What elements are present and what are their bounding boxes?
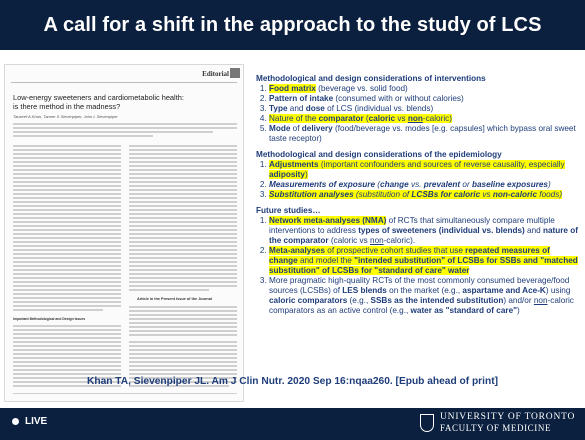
paper-text-line (13, 249, 121, 251)
paper-text-line (129, 165, 237, 167)
list-item: 2. Pattern of intake (consumed with or without calories) (269, 94, 578, 104)
paper-text-line (129, 221, 237, 223)
paper-text-line (129, 189, 237, 191)
paper-text-line (13, 373, 121, 375)
paper-text-line (13, 297, 121, 299)
paper-text-line (129, 241, 237, 243)
paper-text-line (13, 237, 121, 239)
paper-text-line (13, 353, 121, 355)
paper-text-line (129, 177, 237, 179)
paper-text-line (13, 189, 121, 191)
paper-text-line (13, 149, 121, 151)
paper-text-line (13, 169, 121, 171)
paper-text-line (13, 333, 121, 335)
slide-title: A call for a shift in the approach to the study of LCS (43, 13, 542, 36)
paper-text-line (129, 149, 237, 151)
paper-text-line (129, 173, 237, 175)
paper-text-line (13, 357, 121, 359)
paper-text-line (13, 345, 121, 347)
paper-affiliation-line (13, 123, 237, 125)
citation: Khan TA, Sievenpiper JL. Am J Clin Nutr. 2020 Sep 16:nqaa260. [Epub ahead of print] (87, 376, 498, 387)
paper-text-line (13, 289, 121, 291)
paper-text-line (13, 305, 121, 307)
paper-text-line (129, 322, 237, 324)
paper-text-line (13, 273, 121, 275)
paper-title: Low-energy sweeteners and cardiometabolic health: is there method in the madness? (13, 93, 184, 111)
paper-box-title: Article in the Present Issue of the Journal (137, 297, 212, 301)
paper-thumbnail (4, 64, 244, 402)
crest-icon (420, 414, 434, 432)
paper-text-line (129, 345, 237, 347)
paper-text-line (129, 289, 209, 291)
paper-text-line (13, 261, 121, 263)
slide-content (256, 74, 578, 316)
paper-text-line (129, 225, 237, 227)
paper-text-line (129, 365, 237, 367)
section-title-future-studies: Future studies… (256, 206, 321, 215)
paper-text-line (129, 185, 237, 187)
journal-logo-icon (230, 68, 240, 78)
paper-text-line (13, 257, 121, 259)
paper-text-line (13, 393, 237, 394)
paper-text-line (13, 285, 121, 287)
paper-text-line (129, 269, 237, 271)
paper-text-line (13, 221, 121, 223)
paper-text-line (129, 205, 237, 207)
paper-text-line (129, 265, 237, 267)
paper-text-line (13, 329, 121, 331)
list-item: 1. Food matrix (beverage vs. solid food) (269, 84, 578, 94)
list-item: 4. Nature of the comparator (caloric vs non-caloric) (269, 114, 578, 124)
paper-text-line (13, 301, 121, 303)
interventions-list (256, 84, 578, 144)
paper-text-line (129, 233, 237, 235)
paper-text-line (13, 269, 121, 271)
paper-text-line (129, 249, 237, 251)
paper-affiliation-line (13, 127, 237, 129)
stream-bottom-bar (0, 408, 585, 440)
paper-text-line (129, 369, 237, 371)
list-item: 5. Mode of delivery (food/beverage vs. modes [e.g. capsules] which bypass oral sweet taste receptor) (269, 124, 578, 144)
paper-text-line (13, 185, 121, 187)
paper-text-line (129, 209, 237, 211)
paper-text-line (13, 337, 121, 339)
list-item: 1. Adjustments (important confounders and sources of reverse causality, especially adiposity) (269, 160, 578, 180)
paper-text-line (129, 281, 237, 283)
paper-section-label: Editorial (202, 70, 229, 78)
paper-text-line (13, 161, 121, 163)
paper-text-line (129, 361, 237, 363)
paper-text-line (129, 213, 237, 215)
paper-text-line (13, 277, 121, 279)
paper-text-line (129, 229, 237, 231)
paper-text-line (129, 157, 237, 159)
live-dot-icon (12, 418, 19, 425)
section-title-epidemiology: Methodological and design considerations of the epidemiology (256, 150, 502, 159)
paper-text-line (129, 314, 237, 316)
paper-text-line (129, 353, 237, 355)
paper-text-line (13, 245, 121, 247)
list-item: 3. Substitution analyses (substitution of LCSBs for caloric vs non-caloric foods) (269, 190, 578, 200)
paper-text-line (129, 373, 237, 375)
paper-text-line (13, 217, 121, 219)
paper-text-line (13, 213, 121, 215)
paper-text-line (13, 197, 121, 199)
future-studies-list (256, 216, 578, 316)
paper-text-line (13, 265, 121, 267)
paper-text-line (13, 205, 121, 207)
paper-text-line (13, 309, 103, 311)
list-item: 3. More pragmatic high-quality RCTs of the most commonly consumed beverage/food sources (LCSBs) of LES blends on the market (e.g., aspartame and Ace-K) using caloric comparators (e.g., SSBs as the intended substitution) and/or non-caloric comparators as an active control (e.g., water as "standard of care") (269, 276, 578, 316)
paper-text-line (13, 193, 121, 195)
paper-text-line (129, 237, 237, 239)
paper-text-line (13, 165, 121, 167)
paper-text-line (13, 325, 121, 327)
paper-text-line (13, 369, 121, 371)
paper-text-line (13, 157, 121, 159)
paper-text-line (129, 145, 237, 147)
list-item: 3. Type and dose of LCS (individual vs. blends) (269, 104, 578, 114)
paper-text-line (129, 217, 237, 219)
paper-section-heading: Important Methodological and Design Issues (13, 317, 86, 321)
live-label: LIVE (25, 416, 48, 427)
paper-text-line (129, 253, 237, 255)
paper-text-line (129, 161, 237, 163)
paper-text-line (129, 257, 237, 259)
paper-affiliation-line (13, 131, 213, 133)
paper-text-line (129, 310, 237, 312)
paper-text-line (13, 281, 121, 283)
paper-text-line (13, 181, 121, 183)
paper-text-line (129, 341, 237, 343)
paper-text-line (129, 330, 237, 332)
paper-text-line (129, 197, 237, 199)
epidemiology-list (256, 160, 578, 200)
paper-text-line (129, 277, 237, 279)
university-name: UNIVERSITY OF TORONTO (440, 412, 576, 422)
paper-text-line (129, 306, 237, 308)
paper-text-line (129, 201, 237, 203)
live-indicator (12, 416, 47, 427)
list-item: 2. Measurements of exposure (change vs. prevalent or baseline exposures) (269, 180, 578, 190)
paper-text-line (129, 357, 237, 359)
paper-text-line (13, 293, 121, 295)
paper-text-line (129, 153, 237, 155)
paper-text-line (13, 209, 121, 211)
list-item: 2. Meta-analyses of prospective cohort studies that use repeated measures of change and model the "intended substitution" of LCSBs for SSBs and "matched substitution" of LCSBs for "standard of care" water (269, 246, 578, 276)
paper-text-line (13, 145, 121, 147)
paper-text-line (129, 318, 237, 320)
faculty-name: FACULTY OF MEDICINE (440, 423, 552, 433)
slide-body (0, 50, 585, 408)
paper-text-line (13, 349, 121, 351)
list-item: 1. Network meta-analyses (NMA) of RCTs that simultaneously compare multiple interventions to address types of sweeteners (individual vs. blends) and nature of the comparator (caloric vs non-caloric). (269, 216, 578, 246)
paper-text-line (129, 169, 237, 171)
section-title-interventions: Methodological and design considerations of interventions (256, 74, 486, 83)
paper-text-line (13, 365, 121, 367)
slide-title-bar (0, 0, 585, 50)
paper-text-line (13, 225, 121, 227)
paper-text-line (129, 181, 237, 183)
paper-text-line (129, 193, 237, 195)
paper-text-line (129, 261, 237, 263)
paper-text-line (129, 326, 237, 328)
paper-text-line (13, 173, 121, 175)
paper-text-line (13, 361, 121, 363)
paper-text-line (129, 285, 237, 287)
paper-text-line (129, 349, 237, 351)
paper-text-line (129, 334, 237, 336)
paper-text-line (13, 341, 121, 343)
university-logo (420, 412, 575, 434)
paper-text-line (13, 229, 121, 231)
paper-header-rule (11, 82, 237, 83)
paper-text-line (13, 253, 121, 255)
paper-text-line (129, 273, 237, 275)
paper-text-line (129, 245, 237, 247)
paper-authors: Tauseef A Khan, Tanner S Sievenpiper, John L Sievenpiper (13, 114, 118, 119)
paper-text-line (13, 233, 121, 235)
paper-text-line (13, 241, 121, 243)
paper-affiliation-line (13, 135, 153, 137)
paper-text-line (13, 201, 121, 203)
paper-text-line (13, 153, 121, 155)
paper-text-line (13, 177, 121, 179)
